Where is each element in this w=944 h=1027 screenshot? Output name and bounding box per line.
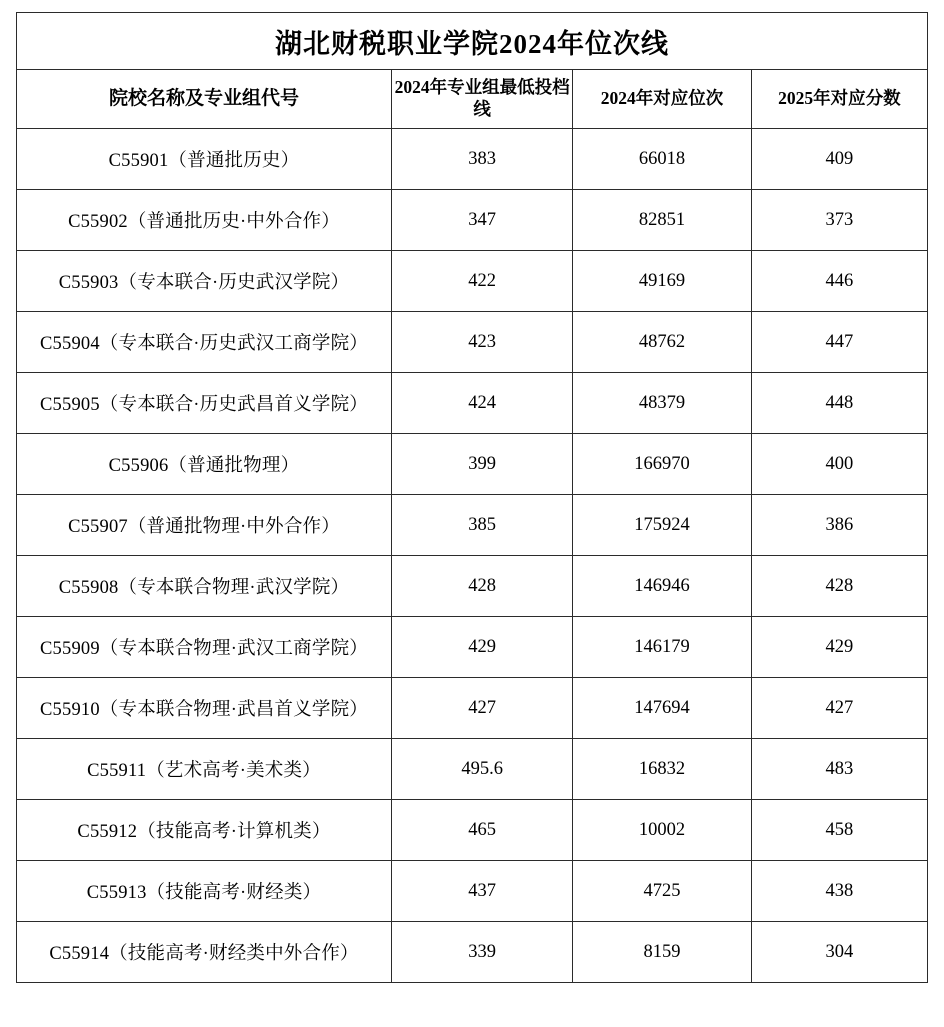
row-2024-min-score: 428 (391, 556, 572, 617)
row-school-name: C55912（技能高考·计算机类） (17, 800, 392, 861)
row-2024-min-score: 429 (391, 617, 572, 678)
row-school-name: C55904（专本联合·历史武汉工商学院） (17, 312, 392, 373)
row-2024-rank: 146946 (573, 556, 751, 617)
row-school-name: C55905（专本联合·历史武昌首义学院） (17, 373, 392, 434)
row-2025-score: 409 (751, 129, 927, 190)
row-2024-rank: 166970 (573, 434, 751, 495)
row-school-name: C55907（普通批物理·中外合作） (17, 495, 392, 556)
row-2024-min-score: 399 (391, 434, 572, 495)
row-2025-score: 458 (751, 800, 927, 861)
row-2025-score: 427 (751, 678, 927, 739)
row-2025-score: 446 (751, 251, 927, 312)
row-2024-min-score: 427 (391, 678, 572, 739)
table-row (17, 373, 928, 434)
row-2025-score: 373 (751, 190, 927, 251)
row-2025-score: 438 (751, 861, 927, 922)
row-school-name: C55913（技能高考·财经类） (17, 861, 392, 922)
row-2024-rank: 16832 (573, 739, 751, 800)
row-2024-rank: 48379 (573, 373, 751, 434)
row-2025-score: 447 (751, 312, 927, 373)
row-school-name: C55902（普通批历史·中外合作） (17, 190, 392, 251)
table-row (17, 434, 928, 495)
table-row (17, 129, 928, 190)
table-row (17, 251, 928, 312)
row-school-name: C55906（普通批物理） (17, 434, 392, 495)
table-row (17, 190, 928, 251)
row-2024-min-score: 347 (391, 190, 572, 251)
row-2025-score: 428 (751, 556, 927, 617)
table-row (17, 495, 928, 556)
row-2025-score: 304 (751, 922, 927, 983)
row-2025-score: 400 (751, 434, 927, 495)
row-2024-rank: 49169 (573, 251, 751, 312)
row-2025-score: 483 (751, 739, 927, 800)
table-title-row (17, 13, 928, 70)
row-2024-rank: 66018 (573, 129, 751, 190)
row-2025-score: 386 (751, 495, 927, 556)
row-2025-score: 448 (751, 373, 927, 434)
row-2024-min-score: 423 (391, 312, 572, 373)
column-header-2024-min-score: 2024年专业组最低投档线 (391, 70, 572, 129)
row-2024-rank: 10002 (573, 800, 751, 861)
row-2024-min-score: 339 (391, 922, 572, 983)
table-row (17, 312, 928, 373)
row-2024-rank: 8159 (573, 922, 751, 983)
table-row (17, 922, 928, 983)
column-header-2024-rank: 2024年对应位次 (573, 70, 751, 129)
row-2024-rank: 147694 (573, 678, 751, 739)
page-title: 湖北财税职业学院2024年位次线 (17, 13, 928, 70)
table-row (17, 617, 928, 678)
row-school-name: C55910（专本联合物理·武昌首义学院） (17, 678, 392, 739)
row-school-name: C55914（技能高考·财经类中外合作） (17, 922, 392, 983)
row-2024-rank: 82851 (573, 190, 751, 251)
row-2024-min-score: 424 (391, 373, 572, 434)
row-2024-min-score: 495.6 (391, 739, 572, 800)
column-header-2025-score: 2025年对应分数 (751, 70, 927, 129)
row-school-name: C55909（专本联合物理·武汉工商学院） (17, 617, 392, 678)
score-table (16, 12, 928, 983)
row-2024-min-score: 465 (391, 800, 572, 861)
row-2024-rank: 4725 (573, 861, 751, 922)
column-header-school: 院校名称及专业组代号 (17, 70, 392, 129)
row-2024-min-score: 422 (391, 251, 572, 312)
table-body (17, 13, 928, 983)
table-row (17, 678, 928, 739)
row-school-name: C55911（艺术高考·美术类） (17, 739, 392, 800)
table-row (17, 739, 928, 800)
row-2024-rank: 48762 (573, 312, 751, 373)
row-2024-min-score: 383 (391, 129, 572, 190)
row-2024-min-score: 437 (391, 861, 572, 922)
row-school-name: C55903（专本联合·历史武汉学院） (17, 251, 392, 312)
row-2024-rank: 175924 (573, 495, 751, 556)
row-2024-rank: 146179 (573, 617, 751, 678)
table-header-row (17, 70, 928, 129)
row-2024-min-score: 385 (391, 495, 572, 556)
table-row (17, 556, 928, 617)
table-row (17, 861, 928, 922)
row-2025-score: 429 (751, 617, 927, 678)
row-school-name: C55908（专本联合物理·武汉学院） (17, 556, 392, 617)
table-row (17, 800, 928, 861)
row-school-name: C55901（普通批历史） (17, 129, 392, 190)
